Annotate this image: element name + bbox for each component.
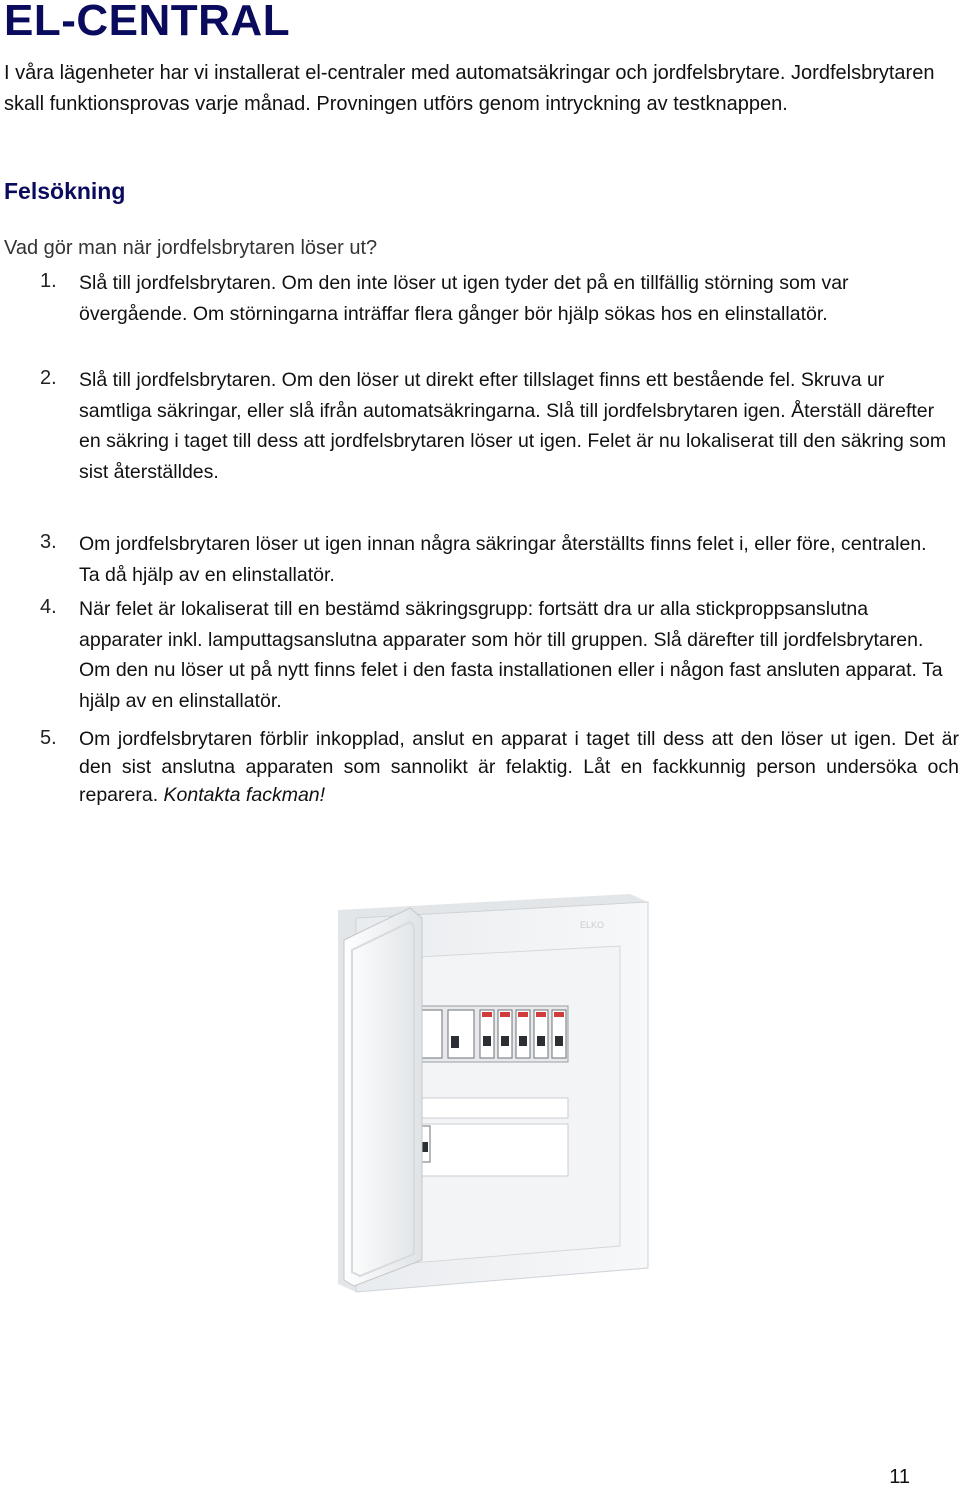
list-item-number: 3. — [40, 531, 57, 553]
section-heading: Felsökning — [4, 178, 126, 204]
list-item-number: 2. — [40, 367, 57, 389]
list-item-text: Om jordfelsbrytaren löser ut igen innan några säkringar återställts finns felet i, eller före, centralen. Ta då hjälp av en elinstallatör. — [79, 533, 927, 586]
intro-paragraph: I våra lägenheter har vi installerat el-centraler med automatsäkringar och jordfelsbrytare. Jordfelsbrytaren skall funktionsprovas varje månad. Provningen utförs genom intryckning av testknappen. — [4, 62, 935, 115]
list-item-text — [79, 725, 959, 809]
electrical-panel-photo — [330, 888, 660, 1300]
question-text: Vad gör man när jordfelsbrytaren löser ut? — [4, 237, 378, 259]
list-item-number: 1. — [40, 270, 57, 292]
list-item-text: Slå till jordfelsbrytaren. Om den löser ut direkt efter tillslaget finns ett bestående fel. Skruva ur samtliga säkringar, eller slå ifrån automatsäkringarna. Slå till jordfelsbrytaren igen. Återställ därefter en säkring i taget till dess att jordfelsbrytaren löser ut igen. Felet är nu lokaliserat till den säkring som sist återställdes. — [79, 369, 947, 483]
page-number: 11 — [889, 1466, 910, 1488]
list-item-body: Om jordfelsbrytaren förblir inkopplad, anslut en apparat i taget till dess att den löser ut igen. Det är den sist anslutna apparaten som sannolikt är felaktig. Låt en fackkunnig person undersöka och reparera. — [79, 728, 959, 806]
list-item-text: När felet är lokaliserat till en bestämd säkringsgrupp: fortsätt dra ur alla stickproppsanslutna apparater inkl. lamputtagsanslutna apparater som hör till gruppen. Slå därefter till jordfelsbrytaren. Om den nu löser ut på nytt finns felet i den fasta installationen eller i någon fast ansluten apparat. Ta hjälp av en elinstallatör. — [79, 598, 943, 712]
list-item-number: 5. — [40, 727, 57, 749]
list-item-text: Slå till jordfelsbrytaren. Om den inte löser ut igen tyder det på en tillfällig störning som var övergående. Om störningarna inträffar flera gånger bör hjälp sökas hos en elinstallatör. — [79, 272, 849, 325]
contact-emphasis: Kontakta fackman! — [163, 784, 326, 806]
list-item-number: 4. — [40, 596, 57, 618]
page-title: EL-CENTRAL — [4, 0, 291, 45]
svg-text:ELKO: ELKO — [580, 920, 605, 930]
